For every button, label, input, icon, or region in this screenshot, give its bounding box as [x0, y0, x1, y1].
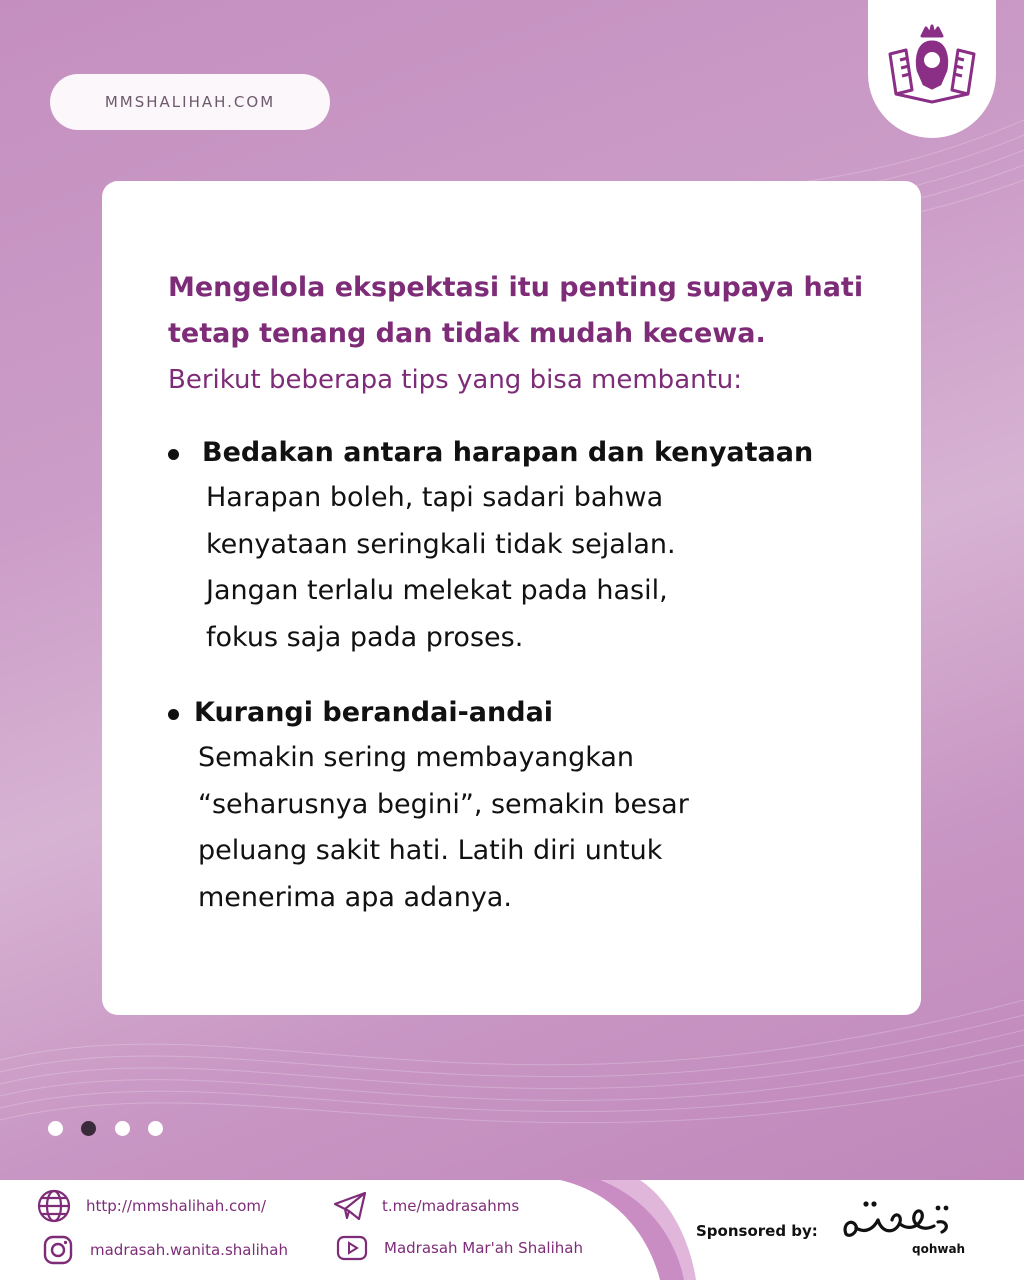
website-link[interactable] [36, 1188, 266, 1224]
page-dot[interactable] [48, 1121, 63, 1136]
tip-title: Bedakan antara harapan dan kenyataan [202, 437, 814, 468]
instagram-icon [40, 1232, 76, 1268]
tip-body: Harapan boleh, tapi sadari bahwa kenyataan seringkali tidak sejalan. Jangan terlalu melekat pada hasil, fokus saja pada proses. [206, 482, 676, 653]
subline: Berikut beberapa tips yang bisa membantu: [168, 365, 743, 395]
page-dot[interactable] [148, 1121, 163, 1136]
madrasah-crown-book-logo-icon [882, 24, 982, 104]
tip-title: Kurangi berandai-andai [194, 697, 554, 728]
content-card [102, 181, 921, 1015]
qohwah-logo [838, 1194, 978, 1272]
telegram-link-text: t.me/madrasahms [382, 1197, 520, 1215]
youtube-link[interactable] [334, 1230, 583, 1266]
website-pill-label: MMSHALIHAH.COM [104, 93, 276, 111]
youtube-icon [334, 1230, 370, 1266]
logo-badge [868, 0, 996, 138]
telegram-icon [332, 1188, 368, 1224]
telegram-link[interactable] [332, 1188, 519, 1224]
qohwah-latin-text: qohwah [912, 1242, 966, 1256]
globe-icon [36, 1188, 72, 1224]
instagram-link-text: madrasah.wanita.shalihah [90, 1241, 288, 1259]
bullet-icon [168, 709, 179, 720]
headline: Mengelola ekspektasi itu penting supaya hati tetap tenang dan tidak mudah kecewa. [168, 272, 864, 349]
instagram-link[interactable] [40, 1232, 288, 1268]
sponsored-by-label: Sponsored by: [696, 1222, 818, 1240]
page-dot-active[interactable] [81, 1121, 96, 1136]
footer [0, 1180, 1024, 1280]
website-link-text: http://mmshalihah.com/ [86, 1197, 267, 1215]
website-pill[interactable] [50, 74, 330, 130]
youtube-link-text: Madrasah Mar'ah Shalihah [384, 1239, 583, 1257]
bullet-icon [168, 449, 179, 460]
tip-body: Semakin sering membayangkan “seharusnya begini”, semakin besar peluang sakit hati. Latih diri untuk menerima apa adanya. [198, 742, 689, 913]
page-dot[interactable] [115, 1121, 130, 1136]
